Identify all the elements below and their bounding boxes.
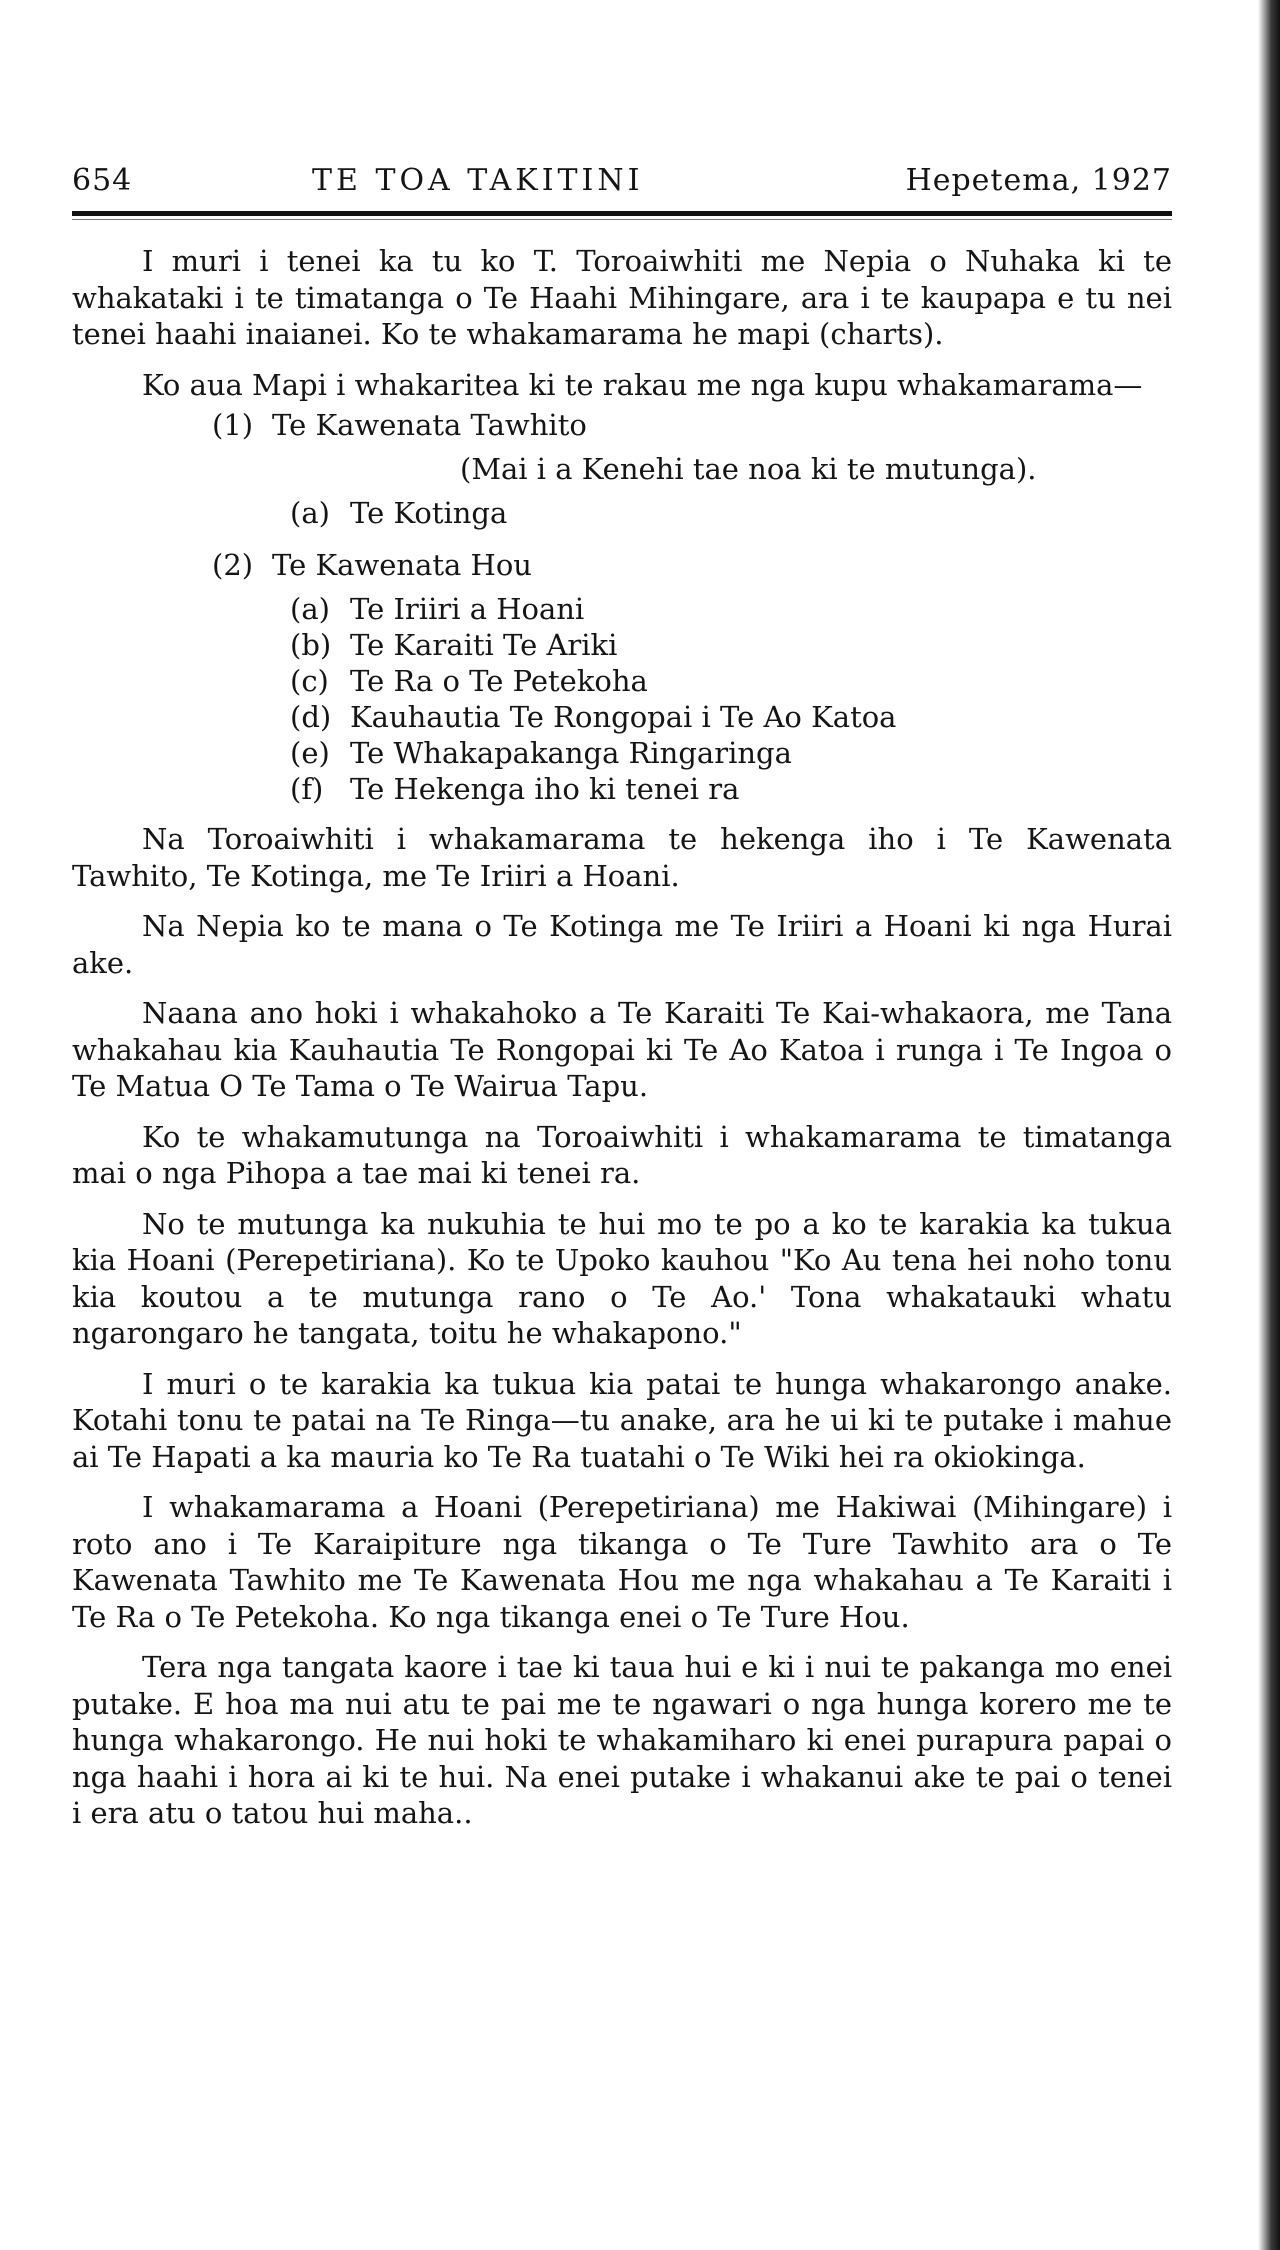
scan-page-edge <box>1258 0 1280 2250</box>
paragraph: Ko te whakamutunga na Toroaiwhiti i whakamarama te timatanga mai o nga Pihopa a tae mai ki tenei ra. <box>72 1119 1172 1190</box>
paragraph: Na Nepia ko te mana o Te Kotinga me Te Iriiri a Hoani ki nga Hurai ake. <box>72 909 1172 980</box>
outline-list <box>72 407 1172 807</box>
outline-num: (f) <box>290 772 324 806</box>
outline-num: (a) <box>290 592 330 626</box>
outline-num: (1) <box>212 408 254 442</box>
paragraph: No te mutunga ka nukuhia te hui mo te po a ko te karakia ka tukua kia Hoani (Perepetiriana). Ko te Upoko kauhou "Ko Au tena hei noho tonu kia koutou a te mutunga rano o Te Ao.' Tona whakatauki whatu ngarongaro he tangata, toitu he whakapono." <box>72 1206 1172 1350</box>
header-rule <box>72 211 1172 216</box>
paragraph: Tera nga tangata kaore i tae ki taua hui e ki i nui te pakanga mo enei putake. E hoa ma nui atu te pai me te ngawari o nga hunga korero me te hunga whakarongo. He nui hoki te whakamiharo ki enei purapura papai o nga haahi i hora ai ki te hui. Na enei putake i whakanui ake te pai o tenei i era atu o tatou hui maha.. <box>72 1650 1172 1830</box>
header-rule-thin <box>72 219 1172 220</box>
paragraph-intro: I muri i tenei ka tu ko T. Toroaiwhiti me Nepia o Nuhaka ki te whakataki i te timatanga o Te Haahi Mihingare, ara i te kaupapa e tu nei tenei haahi inaianei. Ko te whakamarama he mapi (charts). <box>72 244 1172 351</box>
paragraph: Na Toroaiwhiti i whakamarama te hekenga iho i Te Kawenata Tawhito, Te Kotinga, me Te Iriiri a Hoani. <box>72 822 1172 893</box>
document-page <box>72 155 1172 1830</box>
outline-num: (a) <box>290 496 330 530</box>
outline-subitem <box>72 663 1172 699</box>
publication-title: TE TOA TAKITINI <box>312 163 644 198</box>
outline-num: (d) <box>290 700 332 734</box>
outline-num: (c) <box>290 664 329 698</box>
outline-label: Te Whakapakanga Ringaringa <box>350 736 792 770</box>
outline-subitem <box>72 627 1172 663</box>
outline-subitem <box>72 591 1172 627</box>
paragraph: I muri o te karakia ka tukua kia patai te hunga whakarongo anake. Kotahi tonu te patai na Te Ringa—tu anake, ara he ui ki te putake i mahue ai Te Hapati a ka mauria ko Te Ra tuatahi o Te Wiki hei ra okiokinga. <box>72 1366 1172 1474</box>
paragraph-charts: Ko aua Mapi i whakaritea ki te rakau me nga kupu whakamarama— <box>142 367 1143 402</box>
outline-subitem <box>72 699 1172 735</box>
outline-item-1 <box>72 407 1172 451</box>
outline-label: Te Kotinga <box>350 496 508 530</box>
issue-date: Hepetema, 1927 <box>905 163 1172 198</box>
page-number: 654 <box>72 163 133 198</box>
running-header <box>72 155 1172 205</box>
paragraph: Naana ano hoki i whakahoko a Te Karaiti Te Kai-whakaora, me Tana whakahau kia Kauhautia Te Rongopai ki Te Ao Katoa i runga i Te Ingoa o Te Matua O Te Tama o Te Wairua Tapu. <box>72 996 1172 1103</box>
outline-label: Te Iriiri a Hoani <box>350 592 585 626</box>
outline-label: Kauhautia Te Rongopai i Te Ao Katoa <box>350 700 897 734</box>
outline-item-1-note: (Mai i a Kenehi tae noa ki te mutunga). <box>460 452 1037 486</box>
outline-item-2 <box>72 547 1172 591</box>
paragraph: I whakamarama a Hoani (Perepetiriana) me Hakiwai (Mihingare) i roto ano i Te Karaipiture nga tikanga o Te Ture Tawhito ara o Te Kawenata Tawhito me Te Kawenata Hou me nga whakahau a Te Karaiti i Te Ra o Te Petekoha. Ko nga tikanga enei o Te Ture Hou. <box>72 1490 1172 1634</box>
outline-subitem <box>72 771 1172 807</box>
outline-item-1a <box>72 495 1172 535</box>
outline-num: (2) <box>212 548 254 582</box>
outline-label: Te Kawenata Hou <box>272 548 532 582</box>
outline-label: Te Karaiti Te Ariki <box>350 628 618 662</box>
outline-num: (e) <box>290 736 330 770</box>
article-body <box>72 243 1172 1846</box>
outline-label: Te Hekenga iho ki tenei ra <box>350 772 740 806</box>
outline-label: Te Ra o Te Petekoha <box>350 664 648 698</box>
outline-label: Te Kawenata Tawhito <box>272 408 587 442</box>
outline-num: (b) <box>290 628 332 662</box>
outline-subitem <box>72 735 1172 771</box>
